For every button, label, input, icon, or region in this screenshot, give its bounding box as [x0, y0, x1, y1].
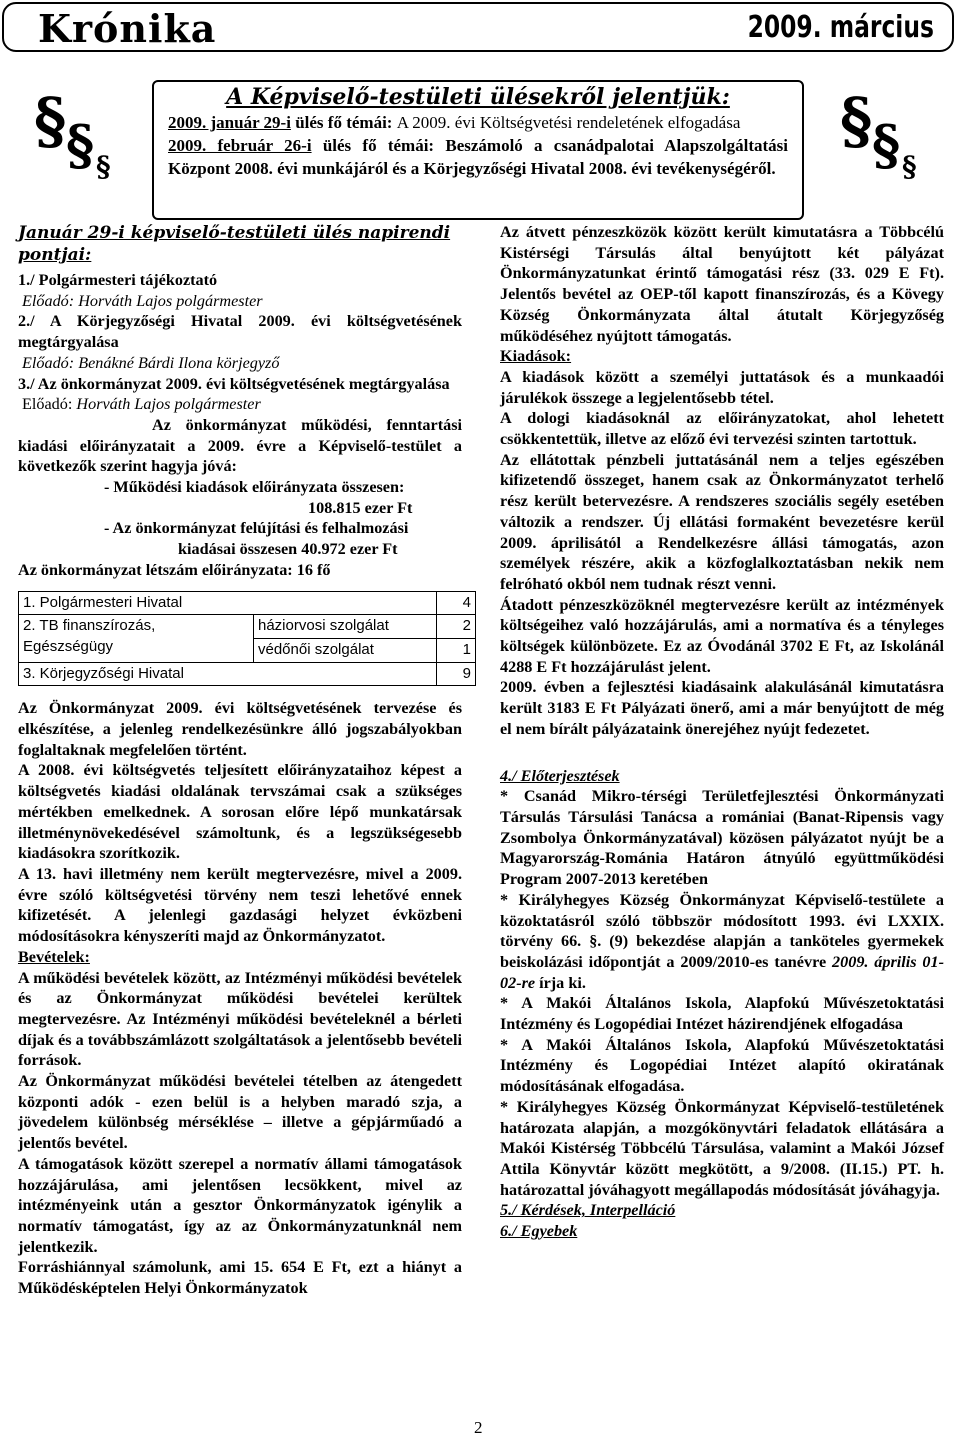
- table-cell: 4: [437, 591, 476, 615]
- agenda-item-1-speaker: Előadó: Horváth Lajos polgármester: [22, 291, 263, 310]
- proposal-4: * A Makói Általános Iskola, Alapfokú Művészetoktatási Intézmény és Logopédiai Intézet alapító okiratának módosításának elfogadása.: [500, 1035, 944, 1096]
- income-heading: Bevételek:: [18, 947, 90, 966]
- report-date-january: 2009. január 29-i: [168, 113, 291, 132]
- agenda-item-4-heading: 4./ Előterjesztések: [500, 766, 620, 785]
- income-paragraph-4: Forráshiánnyal számolunk, ami 15. 654 E Ft, ezt a hiányt a Működésképtelen Helyi Önkormányzatok: [18, 1258, 462, 1298]
- proposal-2-text: * Királyhegyes Község Önkormányzat Képviselő-testülete a közoktatásról szóló többször módosított 1993. évi LXXIX. törvény 66. §. (9) bekezdése alapján a tanköteles gyermekek beiskolázási időpontját a 2009/2010-es tanévre: [500, 890, 944, 971]
- left-column: [18, 222, 471, 1299]
- table-row: [19, 591, 476, 615]
- agenda-item-3-speaker: [18, 394, 462, 415]
- table-cell: 9: [437, 662, 476, 686]
- proposal-2: [500, 890, 944, 994]
- proposal-2-date: 2009. április 01-02-re: [500, 952, 945, 992]
- budget-line-operating: - Működési kiadások előirányzata összesen:: [104, 478, 405, 497]
- expenses-paragraph-1: A kiadások között a személyi juttatások és a munkaadói járulékok összege a legjelentősebb tétel.: [500, 367, 944, 407]
- income-paragraph-2: Az Önkormányzat működési bevételei tételben az átengedett központi adók - ezen belül is a helyben maradó szja, a jövedelem különbség mérséklése – illetve a gépjárműadó a jelentős bevétel.: [18, 1072, 462, 1153]
- table-cell: védőnői szolgálat: [254, 638, 437, 662]
- report-line-february: [168, 134, 788, 180]
- budget-paragraph-1: Az Önkormányzat 2009. évi költségvetésének tervezése és elkészítése, a jelenleg rendelkezésünkre álló jogszabályokban foglaltaknak megfelelően történt.: [18, 699, 462, 759]
- transfers-paragraph: Az átvett pénzeszközök között került kimutatásra a Többcélú Kistérségi Társulás által benyújtott két pályázat Önkormányzatunkat érintő támogatási rész (33. 029 E Ft). Jelentős bevétel az OEP-től kapott finanszírozás, és a Kövegy Község Önkormányzata által átutalt Körjegyzőség működéséhez nyújtott támogatás.: [500, 223, 944, 345]
- meeting-reports-box: [152, 80, 804, 220]
- budget-value-operating: 108.815 ezer Ft: [308, 498, 413, 517]
- expenses-paragraph-2: A dologi kiadásoknál az előirányzatokat, ahol lehetett csökkentettük, illetve az előző évi tervezési szinten tartottuk.: [500, 409, 944, 449]
- agenda-item-5-heading: 5./ Kérdések, Interpelláció: [500, 1201, 676, 1220]
- table-cell: 1: [437, 638, 476, 662]
- proposal-5: * Királyhegyes Község Önkormányzat Képviselő-testületének határozata alapján, a mozgókönyvtári feladatok ellátására a Makói Kistérség Többcélú Társulása, valamint a Makói József Attila Könyvtár között megkötött, a 9/2008. (II.15.) PT. h. határozattal jóváhagyott megállapodás módosítását jóváhagyja.: [500, 1097, 944, 1199]
- expenses-paragraph-3: Az ellátottak pénzbeli juttatásánál nem a teljes egészében kifizetendő összeget, hanem csak az Önkormányzatot terhelő rész került betervezésre. A rendszeres szociális segély esetében változik a rendszer. Új ellátási formaként bevezetésre kerül 2009. áprilisától a Rendelkezésre állási támogatás, azon személyek részére, akik a közfoglalkoztatásban nekik nem felróható okból nem tudnak részt venni.: [500, 450, 944, 593]
- agenda-item-1: 1./ Polgármesteri tájékoztató: [18, 271, 218, 289]
- speaker-name: Horváth Lajos polgármester: [76, 395, 261, 414]
- agenda-item-3: 3./ Az önkormányzat 2009. évi költségvetésének megtárgyalása: [18, 374, 450, 393]
- budget-line-development: - Az önkormányzat felújítási és felhalmozási: [104, 519, 409, 538]
- expenses-heading: Kiadások:: [500, 347, 572, 366]
- page-header: [2, 2, 954, 52]
- paragraph-sign-icon-left: [30, 84, 126, 180]
- paragraph-sign-icon-right: [836, 84, 932, 180]
- agenda-item-2: 2./ A Körjegyzőségi Hivatal 2009. évi költségvetésének megtárgyalása: [18, 312, 462, 352]
- svg-text:§: §: [840, 84, 873, 157]
- budget-paragraph-3: A 13. havi illetmény nem került megtervezésre, mivel a 2009. évre szóló költségvetési törvény nem teszi lehetővé ennek kifizetését. A jelenlegi gazdasági helyzet évközbeni módosításokra kényszeríti majd az Önkormányzatot.: [18, 864, 462, 946]
- table-cell: 2. TB finanszírozás, Egészségügy: [19, 615, 254, 662]
- page-number: 2: [474, 1418, 483, 1437]
- income-paragraph-1: A működési bevételek között, az Intézményi működési bevételek és az Önkormányzat működési bevételei kerültek megtervezésre. Az Intézményi működési bevételeknél a bérleti díjak és a továbbszámlázott szolgáltatások a jelentősebb bevételi források.: [18, 968, 462, 1070]
- proposal-1: * Csanád Mikro-térségi Területfejlesztési Önkormányzati Társulás Társulási Tanácsa a romániai (Banat-Ripensis vagy Zsombolya Önkormányzatával) közösen pályázatot nyújt be a Magyarország-Románia Határon átnyúló együttműködési Program 2007-2013 keretében: [500, 787, 944, 889]
- staffing-table: [18, 591, 476, 687]
- reports-title: A Képviselő-testületi ülésekről jelentjük:: [226, 84, 730, 110]
- proposal-3: * A Makói Általános Iskola, Alapfokú Művészetoktatási Intézmény és Logopédiai Intézet házirendjének elfogadása: [500, 994, 944, 1034]
- table-cell: 1. Polgármesteri Hivatal: [19, 591, 437, 615]
- issue-date: 2009. március: [747, 10, 934, 45]
- agenda-heading: Január 29-i képviselő-testületi ülés napirendi pontjai:: [18, 223, 451, 265]
- budget-intro: Az önkormányzat működési, fenntartási kiadási előirányzatait a 2009. évre a Képviselő-testület a következők szerint hagyja jóvá:: [18, 415, 462, 476]
- income-paragraph-3: A támogatások között szerepel a normatív állami támogatások hozzájárulása, ami jelentősen lecsökkent, mivel az intézményeink után a gesztor Önkormányzatok igénylik a normatív támogatást, így az az Önkormányzatunknál nem jelentkezik.: [18, 1154, 462, 1256]
- svg-text:§: §: [872, 113, 901, 177]
- table-cell: 2: [437, 615, 476, 639]
- budget-paragraph-2: A 2008. évi költségvetés teljesített előirányzataihoz képest a költségvetés kiadási oldalának tervszámai csak a szükséges mértékben emelkednek. A sorosan előre lépő munkatársak illetménynövekedésével számoltunk, és a legszükségesebb kiadásokra szorítkozik.: [18, 761, 462, 863]
- report-line-january: [168, 111, 788, 134]
- proposal-2-end: írja ki.: [535, 973, 586, 992]
- report-date-february: 2009. február 26-i: [168, 136, 312, 155]
- speaker-label: Előadó:: [22, 395, 77, 414]
- report-topic-january: A 2009. évi Költségvetési rendeletének elfogadása: [396, 113, 741, 132]
- report-topic-february: ülés fő témái: Beszámoló a csanádpalotai Alapszolgáltatási Központ 2008. évi munkájáról és a Körjegyzőségi Hivatal 2008. évi tevékenységéről.: [168, 136, 788, 178]
- right-column: [500, 222, 944, 1242]
- table-row: [19, 615, 476, 639]
- svg-text:§: §: [34, 84, 67, 157]
- expenses-paragraph-4: Átadott pénzeszközöknél megtervezésre került az intézmények költségeihez való hozzájárulás, ami a normatíva és a tényleges költségek különbözete. Ez az Óvodánál 3702 E Ft, az Iskolánál 4288 E Ft hozzájárulást jelent.: [500, 595, 944, 676]
- report-label-january: ülés fő témái:: [290, 113, 397, 132]
- svg-text:§: §: [902, 150, 917, 180]
- svg-text:§: §: [66, 113, 95, 177]
- newsletter-title: Krónika: [38, 6, 217, 51]
- staffing-total: Az önkormányzat létszám előirányzata: 16 fő: [18, 560, 331, 579]
- table-row: [19, 662, 476, 686]
- table-cell: 3. Körjegyzőségi Hivatal: [19, 662, 437, 686]
- budget-value-development: kiadásai összesen 40.972 ezer Ft: [178, 540, 398, 559]
- expenses-paragraph-5: 2009. évben a fejlesztési kiadásaink alakulásánál kimutatásra került 3183 E Ft Pályázati önerő, ami a már benyújtott de még el nem bírált pályázataink önerejéhez nyújt fedezetet.: [500, 678, 944, 738]
- svg-text:§: §: [96, 150, 111, 180]
- agenda-item-2-speaker: Előadó: Benákné Bárdi Ilona körjegyző: [22, 353, 280, 372]
- agenda-item-6-heading: 6./ Egyebek: [500, 1222, 578, 1241]
- table-cell: háziorvosi szolgálat: [254, 615, 437, 639]
